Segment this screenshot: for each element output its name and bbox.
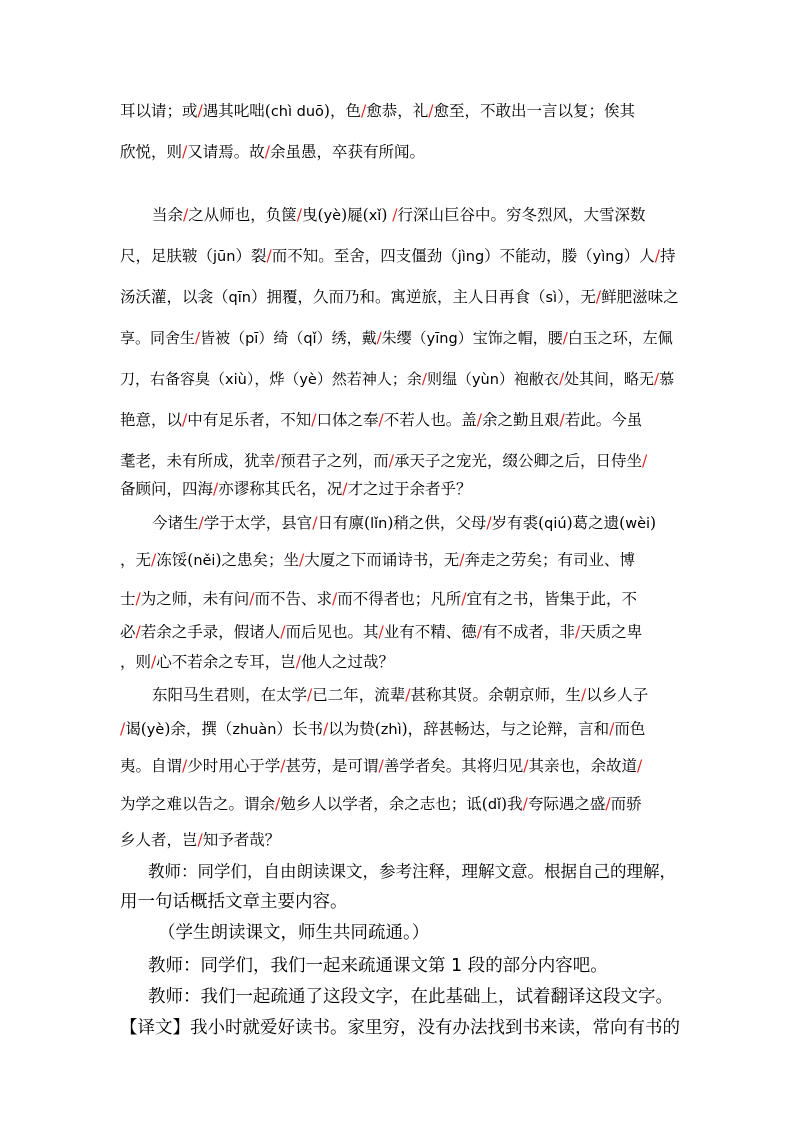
passage-text: 当余: [152, 206, 184, 224]
teacher-text-line: 用一句话概括文章主要内容。: [120, 892, 348, 912]
pause-mark: /: [275, 452, 281, 470]
teacher-text-line: 教师：我们一起疏通了这段文字，在此基础上，试着翻译这段文字。: [148, 987, 673, 1007]
passage-text: 知予者哉？: [202, 831, 281, 849]
passage-text: 今诸生: [152, 514, 199, 532]
pause-mark: /: [322, 720, 329, 738]
passage-text: 善学者矣。其将归见: [383, 757, 524, 775]
passage-text: 大厦之下而诵诗书，无: [304, 551, 460, 569]
pause-mark: /: [575, 623, 581, 641]
pinyin-annotation: xiù: [225, 372, 247, 388]
pause-mark: /: [264, 143, 270, 161]
passage-text: ），无: [557, 288, 596, 306]
pause-mark: /: [559, 411, 565, 429]
pause-mark: /: [198, 514, 204, 532]
pause-mark: /: [654, 247, 660, 265]
passage-text: )屣(: [341, 206, 369, 224]
pause-mark: /: [135, 590, 141, 608]
pause-mark: /: [522, 795, 528, 813]
pause-mark: /: [307, 686, 313, 704]
passage-text: ，无: [120, 551, 152, 569]
passage-text: ）裂: [235, 247, 267, 265]
pause-mark: /: [311, 411, 317, 429]
pause-mark: /: [197, 102, 203, 120]
pause-mark: /: [151, 653, 157, 671]
passage-text: 而后见也。其: [285, 623, 379, 641]
pinyin-annotation: xǐ: [368, 208, 382, 224]
pause-mark: /: [428, 102, 434, 120]
pinyin-annotation: yè: [323, 208, 342, 224]
pinyin-annotation: dǐ: [487, 797, 502, 813]
passage-text: 中有足乐者，不知: [187, 411, 312, 429]
passage-text: 以为贽(: [328, 720, 381, 738]
passage-line: [120, 241, 675, 271]
pinyin-annotation: jūn: [213, 249, 236, 265]
passage-text: ）人: [623, 247, 655, 265]
passage-text: ): [381, 206, 393, 224]
passage-text: 亦谬称其氏名，况: [218, 480, 343, 498]
passage-text: ），烨（: [246, 370, 300, 388]
pause-mark: /: [392, 206, 398, 224]
pause-mark: /: [280, 757, 286, 775]
passage-text: 承天子之宠光，缀公卿之后，日侍坐: [394, 452, 643, 470]
passage-text: 他人之过哉？: [301, 653, 395, 671]
pause-mark: /: [476, 623, 482, 641]
passage-text: )余，撰（: [164, 720, 233, 738]
pause-mark: /: [182, 757, 188, 775]
passage-text: 则缊（: [426, 370, 472, 388]
pause-mark: /: [332, 590, 338, 608]
passage-line: [120, 714, 645, 744]
passage-text: 艳意，以: [120, 411, 183, 429]
pause-mark: /: [195, 329, 201, 347]
passage-text: 勉乡人以学者，余之志也；诋(: [280, 795, 488, 813]
passage-text: 其亲也，余故道: [528, 757, 638, 775]
teacher-text-line: 教师：同学们，自由朗读课文，参考注释，理解文意。根据自己的理解，: [148, 862, 676, 881]
pause-mark: /: [609, 720, 615, 738]
passage-text: 士: [120, 590, 136, 608]
pause-mark: /: [182, 411, 188, 429]
pause-mark: /: [120, 720, 126, 738]
passage-line: [120, 446, 647, 476]
pause-mark: /: [459, 551, 465, 569]
pinyin-annotation: qiú: [544, 516, 567, 532]
passage-text: ）长书: [276, 720, 323, 738]
pause-mark: /: [581, 686, 587, 704]
passage-text: 白玉之环，左佩: [567, 329, 673, 347]
passage-text: 学于太学，县官: [203, 514, 313, 532]
pinyin-annotation: yè: [146, 722, 165, 738]
passage-text: 尺，足肤皲（: [120, 247, 214, 265]
passage-text: 岁有裘(: [491, 514, 545, 532]
pause-mark: /: [378, 757, 384, 775]
passage-text: 奔走之劳矣；有司业、博: [464, 551, 636, 569]
passage-text: 而不知。至舍，四支僵劲（: [271, 247, 458, 265]
pause-mark: /: [405, 686, 411, 704]
passage-line: [120, 617, 642, 647]
passage-text: 甚称其贤。余朝京师，生: [410, 686, 582, 704]
pause-mark: /: [476, 411, 482, 429]
pause-mark: /: [642, 452, 648, 470]
pinyin-annotation: něi: [193, 553, 216, 569]
pause-mark: /: [378, 411, 384, 429]
passage-text: ）绮（: [258, 329, 304, 347]
passage-text: 愈恭，礼: [366, 102, 429, 120]
passage-text: ): [650, 514, 657, 532]
passage-text: ）不能动，媵（: [484, 247, 593, 265]
passage-text: 耳以请；或: [120, 102, 198, 120]
passage-text: 朱缨（: [381, 329, 427, 347]
passage-text: 欣悦，则: [120, 143, 183, 161]
passage-text: 才之过于余者乎？: [347, 480, 472, 498]
passage-line: [120, 545, 635, 575]
pinyin-annotation: yùn: [471, 372, 499, 388]
passage-text: 天质之卑: [580, 623, 643, 641]
passage-text: 行深山巨谷中。穷冬烈风，大雪深数: [397, 206, 646, 224]
passage-text: 冻馁(: [156, 551, 194, 569]
pause-mark: /: [182, 143, 188, 161]
pause-mark: /: [562, 329, 568, 347]
pinyin-annotation: zhuàn: [232, 722, 277, 738]
pause-mark: /: [249, 590, 255, 608]
passage-text: ）然若神人；余: [316, 370, 422, 388]
passage-text: 夷。自谓: [120, 757, 183, 775]
passage-text: 愈至，不敢出一言以复；俟其: [433, 102, 635, 120]
pause-mark: /: [183, 206, 189, 224]
passage-line: [152, 200, 646, 230]
passage-text: ）袍敝衣: [498, 370, 559, 388]
teacher-text-line: （学生朗读课文，师生共同疏通。）: [158, 923, 430, 943]
passage-line: [120, 825, 280, 855]
pinyin-annotation: yīng: [426, 331, 458, 347]
passage-text: 口体之奉: [316, 411, 379, 429]
pause-mark: /: [151, 551, 157, 569]
passage-line: [152, 680, 648, 710]
pause-mark: /: [135, 623, 141, 641]
passage-line: [120, 584, 637, 614]
passage-text: ，则: [120, 653, 152, 671]
passage-text: )之患矣；坐: [215, 551, 300, 569]
passage-text: 已二年，流辈: [312, 686, 406, 704]
passage-text: 刀，右备容臭（: [120, 370, 226, 388]
passage-line: [152, 508, 656, 538]
pause-mark: /: [461, 590, 467, 608]
pinyin-annotation: lǐn: [370, 516, 388, 532]
pause-mark: /: [296, 206, 302, 224]
passage-text: 遇其叱咄(: [202, 102, 271, 120]
passage-text: 心不若余之专耳，岂: [156, 653, 296, 671]
passage-line: [120, 751, 642, 781]
passage-text: 必: [120, 623, 136, 641]
passage-line: [120, 282, 679, 312]
passage-text: 又请焉。故: [187, 143, 265, 161]
passage-text: ）宝饰之帽，腰: [457, 329, 563, 347]
pause-mark: /: [421, 370, 427, 388]
pinyin-annotation: yè: [299, 372, 317, 388]
passage-text: 东阳马生君则，在太学: [152, 686, 308, 704]
passage-text: 而不得者也；凡所: [337, 590, 462, 608]
passage-text: 备顾问，四海: [120, 480, 214, 498]
passage-text: )，色: [323, 102, 361, 120]
passage-text: 为学之难以告之。谓余: [120, 795, 276, 813]
passage-text: 为之师，未有问: [140, 590, 250, 608]
teacher-text-line: 【译文】我小时就爱好读书。家里穷，没有办法找到书来读，常向有书的: [120, 1018, 680, 1038]
pause-mark: /: [558, 370, 564, 388]
pause-mark: /: [295, 653, 301, 671]
passage-text: 而色: [614, 720, 646, 738]
teacher-text-line: 教师：同学们，我们一起来疏通课文第 1 段的部分内容吧。: [148, 956, 608, 976]
passage-text: 之从师也，负箧: [188, 206, 297, 224]
pinyin-annotation: chì duō: [270, 104, 324, 120]
passage-text: 耄老，未有所成，犹幸: [120, 452, 276, 470]
passage-text: 宜有之书，皆集于此，不: [466, 590, 638, 608]
pause-mark: /: [654, 370, 660, 388]
passage-text: 乡人者，岂: [120, 831, 198, 849]
passage-text: 余之勤且艰: [482, 411, 560, 429]
passage-line: [120, 96, 635, 126]
passage-text: 不若人也。盖: [383, 411, 477, 429]
passage-text: 慕: [659, 370, 675, 388]
pinyin-annotation: yìng: [592, 249, 624, 265]
pause-mark: /: [523, 757, 529, 775]
passage-text: 曳(: [302, 206, 324, 224]
pinyin-annotation: sì: [545, 290, 558, 306]
passage-text: 若此。今虽: [564, 411, 643, 429]
passage-text: 少时用心于学: [187, 757, 281, 775]
passage-text: 若余之手录，假诸人: [140, 623, 281, 641]
passage-text: 皆被（: [200, 329, 246, 347]
passage-text: 谒(: [125, 720, 147, 738]
pause-mark: /: [266, 247, 272, 265]
passage-line: [120, 647, 394, 677]
pause-mark: /: [342, 480, 348, 498]
passage-text: )，辞甚畅达，与之论辩，言和: [401, 720, 610, 738]
pause-mark: /: [280, 623, 286, 641]
pinyin-annotation: jìng: [457, 249, 485, 265]
passage-text: 享。同舍生: [120, 329, 196, 347]
pinyin-annotation: qǐ: [303, 331, 317, 347]
pause-mark: /: [299, 551, 305, 569]
passage-text: )稍之供，父母: [387, 514, 487, 532]
passage-text: 夸际遇之盛: [527, 795, 606, 813]
passage-text: 有不成者，非: [482, 623, 576, 641]
pause-mark: /: [605, 795, 611, 813]
pause-mark: /: [378, 623, 384, 641]
passage-text: 业有不精、德: [383, 623, 477, 641]
passage-text: ）拥覆，久而乃和。寓逆旅，主人日再食（: [250, 288, 546, 306]
pause-mark: /: [388, 452, 394, 470]
passage-text: 预君子之列，而: [280, 452, 389, 470]
passage-text: )葛之遗(: [566, 514, 626, 532]
passage-text: 以乡人子: [586, 686, 649, 704]
pause-mark: /: [637, 757, 643, 775]
pause-mark: /: [376, 329, 382, 347]
passage-line: [120, 474, 472, 504]
passage-text: )我: [501, 795, 523, 813]
passage-text: 日有廪(: [317, 514, 371, 532]
passage-line: [120, 364, 674, 394]
pinyin-annotation: qīn: [228, 290, 251, 306]
pause-mark: /: [197, 831, 203, 849]
passage-text: ）绣，戴: [316, 329, 377, 347]
pause-mark: /: [595, 288, 602, 306]
passage-text: 而不告、求: [254, 590, 333, 608]
passage-line: [120, 789, 642, 819]
pause-mark: /: [360, 102, 367, 120]
passage-text: 甚劳，是可谓: [285, 757, 379, 775]
passage-text: 鲜肥滋味之: [601, 288, 679, 306]
pause-mark: /: [213, 480, 219, 498]
pinyin-annotation: zhì: [380, 722, 402, 738]
passage-line: [120, 405, 642, 435]
passage-line: [120, 323, 673, 353]
pinyin-annotation: pī: [245, 331, 259, 347]
passage-text: 余虽愚，卒获有所闻。: [270, 143, 426, 161]
pause-mark: /: [275, 795, 281, 813]
pause-mark: /: [312, 514, 318, 532]
passage-text: 处其间，略无: [564, 370, 655, 388]
passage-text: 汤沃灌，以衾（: [120, 288, 229, 306]
passage-text: 而骄: [610, 795, 642, 813]
passage-text: 持: [659, 247, 676, 265]
passage-line: [120, 137, 425, 167]
pause-mark: /: [486, 514, 492, 532]
pinyin-annotation: wèi: [625, 516, 651, 532]
